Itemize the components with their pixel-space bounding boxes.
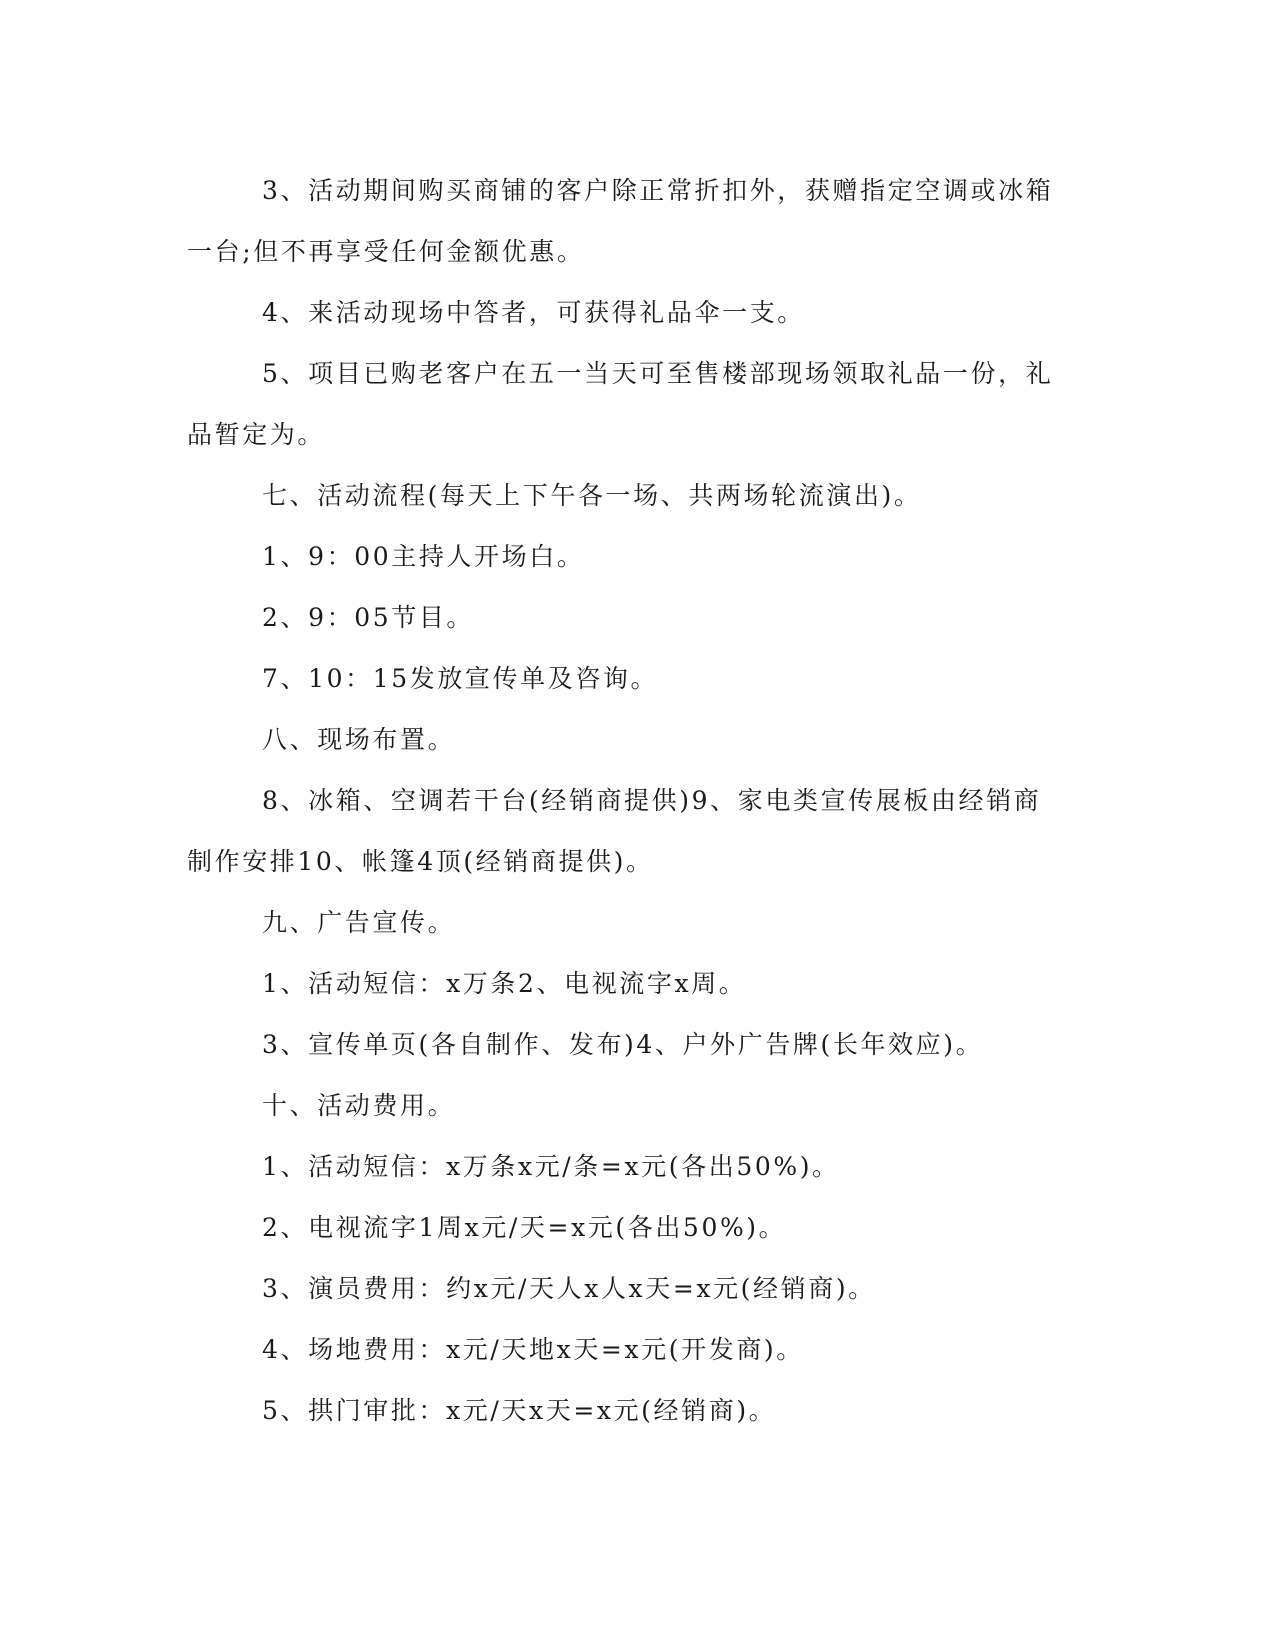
paragraph-flow-flyers: 7、10：15发放宣传单及咨询。 [262, 664, 659, 693]
paragraph-existing-customer-gift: 5、项目已购老客户在五一当天可至售楼部现场领取礼品一份，礼品暂定为。 [187, 359, 1054, 449]
paragraph-cost-sms: 1、活动短信：x万条x元/条=x元(各出50%)。 [262, 1152, 840, 1181]
paragraph-umbrella-gift: 4、来活动现场中答者，可获得礼品伞一支。 [262, 298, 805, 327]
section-heading-event-flow: 七、活动流程(每天上下午各一场、共两场轮流演出)。 [262, 481, 922, 510]
paragraph-cost-performers: 3、演员费用：约x元/天人x人x天=x元(经销商)。 [262, 1274, 876, 1303]
paragraph-ads-flyers-billboard: 3、宣传单页(各自制作、发布)4、户外广告牌(长年效应)。 [262, 1030, 984, 1059]
section-heading-advertising: 九、广告宣传。 [262, 908, 456, 937]
paragraph-ads-sms-tv: 1、活动短信：x万条2、电视流字x周。 [262, 969, 747, 998]
paragraph-flow-program: 2、9：05节目。 [262, 603, 475, 632]
section-heading-costs: 十、活动费用。 [262, 1091, 456, 1120]
paragraph-cost-tv: 2、电视流字1周x元/天=x元(各出50%)。 [262, 1213, 787, 1242]
section-heading-site-layout: 八、现场布置。 [262, 725, 456, 754]
paragraph-cost-arch-approval: 5、拱门审批：x元/天x天=x元(经销商)。 [262, 1396, 777, 1425]
paragraph-site-items: 8、冰箱、空调若干台(经销商提供)9、家电类宣传展板由经销商制作安排10、帐篷4顶(经销商提供)。 [187, 786, 1042, 876]
paragraph-gift-for-shop-buyers: 3、活动期间购买商铺的客户除正常折扣外，获赠指定空调或冰箱一台;但不再享受任何金额优惠。 [187, 176, 1054, 266]
paragraph-cost-venue: 4、场地费用：x元/天地x天=x元(开发商)。 [262, 1335, 804, 1364]
document-body [187, 160, 1062, 1441]
paragraph-flow-opening: 1、9：00主持人开场白。 [262, 542, 585, 571]
